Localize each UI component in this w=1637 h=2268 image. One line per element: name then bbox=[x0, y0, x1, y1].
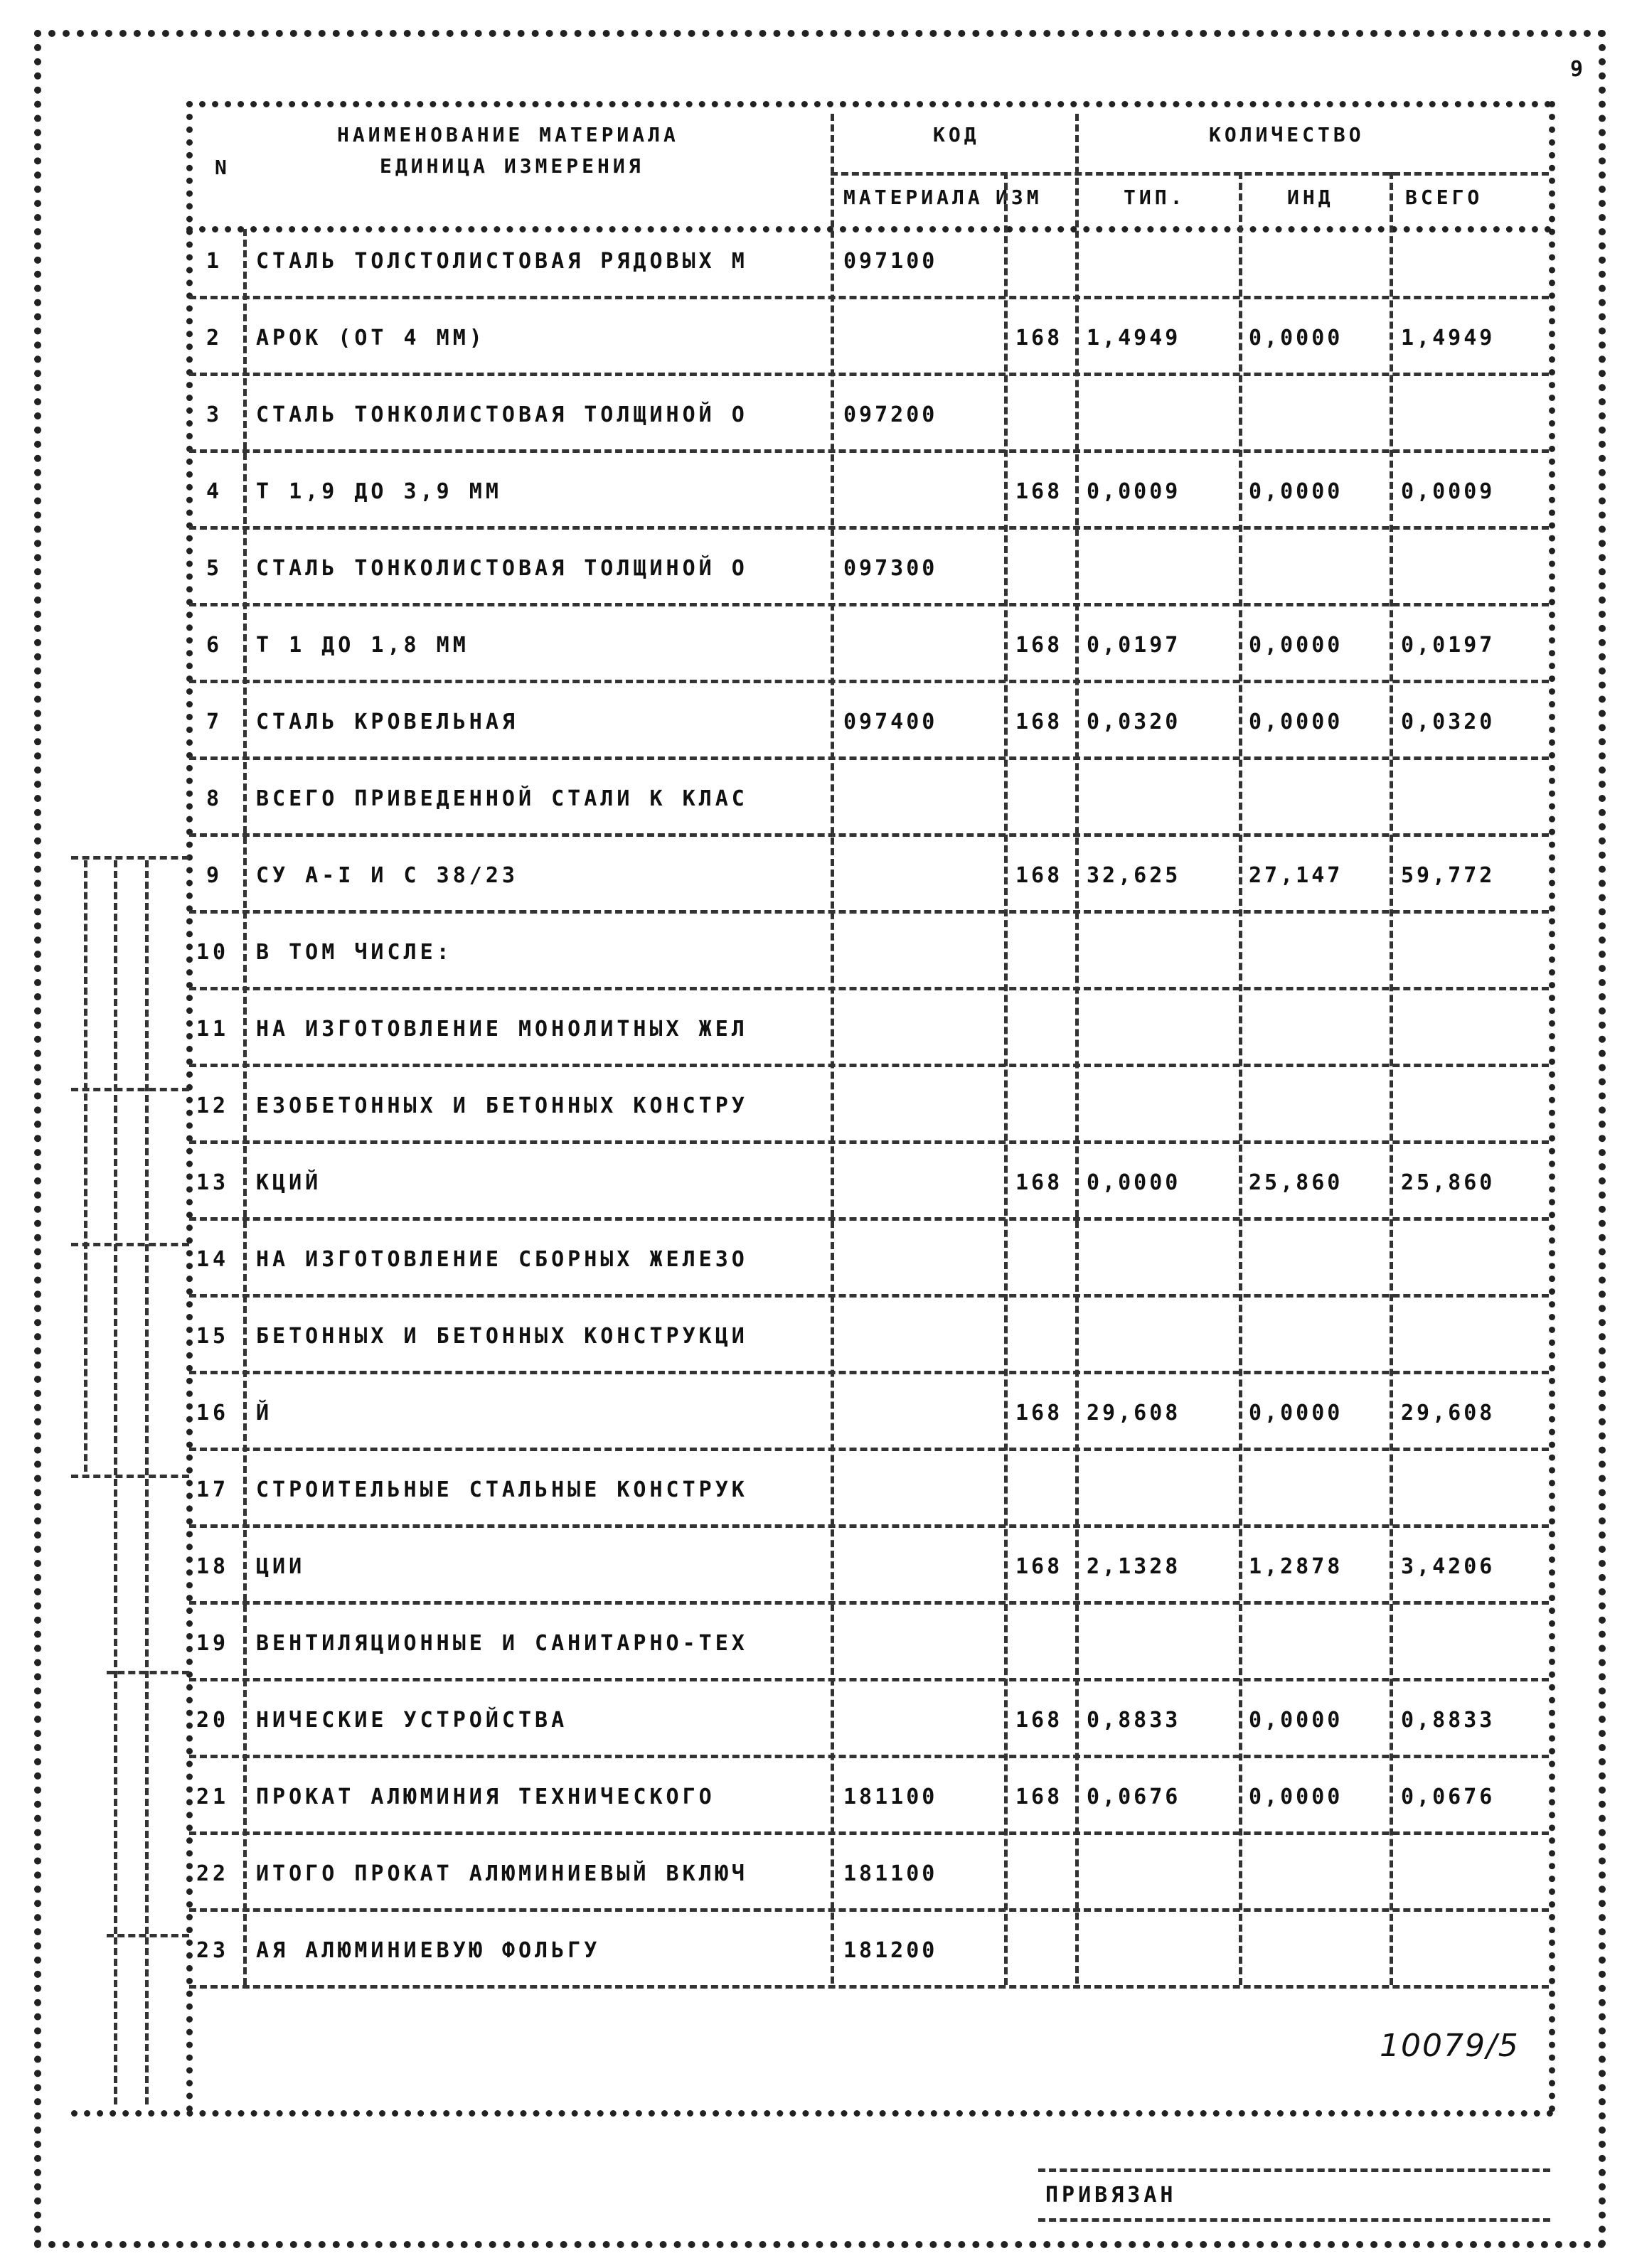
row-divider bbox=[189, 373, 1549, 376]
row-qty-ind: 0,0000 bbox=[1249, 710, 1343, 734]
row-qty-typ: 29,608 bbox=[1087, 1401, 1181, 1425]
row-name: СТАЛЬ КРОВЕЛЬНАЯ bbox=[256, 710, 518, 734]
row-material-code: 181200 bbox=[843, 1938, 938, 1963]
row-name: СТАЛЬ ТОЛСТОЛИСТОВАЯ РЯДОВЫХ М bbox=[256, 249, 748, 274]
row-name: БЕТОННЫХ И БЕТОННЫХ КОНСТРУКЦИ bbox=[256, 1324, 748, 1349]
row-number: 23 bbox=[196, 1938, 230, 1963]
row-number: 19 bbox=[196, 1631, 230, 1656]
row-number: 13 bbox=[196, 1170, 230, 1195]
row-qty-typ: 0,0197 bbox=[1087, 633, 1181, 658]
row-unit-code: 168 bbox=[1015, 633, 1063, 658]
stamp-line bbox=[1038, 2168, 1550, 2172]
row-number: 9 bbox=[206, 863, 223, 888]
row-divider bbox=[189, 603, 1549, 606]
row-material-code: 097100 bbox=[843, 249, 938, 274]
row-number: 3 bbox=[206, 402, 223, 427]
header-sub-divider bbox=[831, 172, 1549, 176]
header-col-qty: КОЛИЧЕСТВО bbox=[1209, 123, 1365, 146]
row-number: 10 bbox=[196, 940, 230, 965]
row-name: НА ИЗГОТОВЛЕНИЕ СБОРНЫХ ЖЕЛЕЗО bbox=[256, 1247, 748, 1272]
row-qty-total: 0,0009 bbox=[1401, 479, 1495, 504]
row-material-code: 097300 bbox=[843, 556, 938, 581]
header-col-name-2: ЕДИНИЦА ИЗМЕРЕНИЯ bbox=[380, 154, 644, 178]
row-qty-typ: 0,8833 bbox=[1087, 1708, 1181, 1733]
table-bottom-border bbox=[71, 2110, 1554, 2117]
row-name: СТРОИТЕЛЬНЫЕ СТАЛЬНЫЕ КОНСТРУК bbox=[256, 1477, 748, 1502]
row-qty-total: 1,4949 bbox=[1401, 326, 1495, 351]
row-name: ВЕНТИЛЯЦИОННЫЕ И САНИТАРНО-ТЕХ bbox=[256, 1631, 748, 1656]
header-qty-total: ВСЕГО bbox=[1405, 186, 1483, 209]
row-material-code: 181100 bbox=[843, 1861, 938, 1886]
row-name: ВСЕГО ПРИВЕДЕННОЙ СТАЛИ К КЛАС bbox=[256, 786, 748, 811]
row-qty-typ: 0,0000 bbox=[1087, 1170, 1181, 1195]
row-name: СУ А-I И С 38/23 bbox=[256, 863, 518, 888]
row-qty-ind: 0,0000 bbox=[1249, 1785, 1343, 1809]
row-qty-total: 0,8833 bbox=[1401, 1708, 1495, 1733]
row-number: 14 bbox=[196, 1247, 230, 1272]
header-code-material: МАТЕРИАЛА bbox=[843, 186, 983, 209]
row-qty-total: 59,772 bbox=[1401, 863, 1495, 888]
row-unit-code: 168 bbox=[1015, 710, 1063, 734]
row-divider bbox=[189, 1678, 1549, 1681]
row-divider bbox=[189, 1601, 1549, 1605]
row-number: 15 bbox=[196, 1324, 230, 1349]
row-name: КЦИЙ bbox=[256, 1170, 322, 1195]
row-qty-typ: 32,625 bbox=[1087, 863, 1181, 888]
row-material-code: 097400 bbox=[843, 710, 938, 734]
row-divider bbox=[189, 526, 1549, 530]
col-separator bbox=[243, 229, 247, 1985]
row-qty-ind: 0,0000 bbox=[1249, 1401, 1343, 1425]
row-qty-total: 0,0320 bbox=[1401, 710, 1495, 734]
row-divider bbox=[189, 1985, 1549, 1989]
row-qty-ind: 0,0000 bbox=[1249, 633, 1343, 658]
row-number: 2 bbox=[206, 326, 223, 351]
header-col-no: N bbox=[215, 156, 230, 179]
row-unit-code: 168 bbox=[1015, 1785, 1063, 1809]
row-name: Т 1,9 ДО 3,9 ММ bbox=[256, 479, 502, 504]
row-qty-typ: 2,1328 bbox=[1087, 1554, 1181, 1579]
row-qty-typ: 1,4949 bbox=[1087, 326, 1181, 351]
row-number: 16 bbox=[196, 1401, 230, 1425]
row-divider bbox=[189, 1064, 1549, 1067]
row-divider bbox=[189, 1140, 1549, 1144]
row-number: 21 bbox=[196, 1785, 230, 1809]
row-unit-code: 168 bbox=[1015, 1170, 1063, 1195]
row-number: 20 bbox=[196, 1708, 230, 1733]
row-name: Т 1 ДО 1,8 ММ bbox=[256, 633, 469, 658]
header-code-unit: ИЗМ bbox=[996, 186, 1043, 209]
row-qty-total: 25,860 bbox=[1401, 1170, 1495, 1195]
row-name: НА ИЗГОТОВЛЕНИЕ МОНОЛИТНЫХ ЖЕЛ bbox=[256, 1017, 748, 1042]
row-divider bbox=[189, 1217, 1549, 1221]
row-divider bbox=[189, 296, 1549, 299]
row-number: 12 bbox=[196, 1093, 230, 1118]
privyazan-label: ПРИВЯЗАН bbox=[1045, 2183, 1177, 2208]
row-divider bbox=[189, 910, 1549, 914]
row-unit-code: 168 bbox=[1015, 1708, 1063, 1733]
row-divider bbox=[189, 756, 1549, 760]
row-qty-ind: 0,0000 bbox=[1249, 1708, 1343, 1733]
row-divider bbox=[189, 833, 1549, 837]
table-top-border bbox=[186, 101, 1552, 107]
row-divider bbox=[189, 1294, 1549, 1298]
row-name: Й bbox=[256, 1401, 273, 1425]
row-divider bbox=[189, 1448, 1549, 1451]
col-separator bbox=[1075, 114, 1079, 1984]
row-divider bbox=[189, 1908, 1549, 1912]
col-separator bbox=[1390, 172, 1393, 1985]
stamp-line bbox=[1038, 2218, 1550, 2222]
header-col-name-1: НАИМЕНОВАНИЕ МАТЕРИАЛА bbox=[337, 123, 679, 146]
row-qty-typ: 0,0320 bbox=[1087, 710, 1181, 734]
row-name: ИТОГО ПРОКАТ АЛЮМИНИЕВЫЙ ВКЛЮЧ bbox=[256, 1861, 748, 1886]
row-qty-total: 3,4206 bbox=[1401, 1554, 1495, 1579]
row-name: СТАЛЬ ТОНКОЛИСТОВАЯ ТОЛЩИНОЙ О bbox=[256, 402, 748, 427]
row-name: ЕЗОБЕТОННЫХ И БЕТОННЫХ КОНСТРУ bbox=[256, 1093, 748, 1118]
row-name: ПРОКАТ АЛЮМИНИЯ ТЕХНИЧЕСКОГО bbox=[256, 1785, 715, 1809]
row-divider bbox=[189, 1524, 1549, 1528]
row-number: 6 bbox=[206, 633, 223, 658]
row-number: 4 bbox=[206, 479, 223, 504]
row-qty-total: 29,608 bbox=[1401, 1401, 1495, 1425]
row-unit-code: 168 bbox=[1015, 326, 1063, 351]
page-number: 9 bbox=[1570, 57, 1587, 82]
row-qty-typ: 0,0009 bbox=[1087, 479, 1181, 504]
row-material-code: 097200 bbox=[843, 402, 938, 427]
col-separator bbox=[1004, 172, 1008, 1985]
row-qty-total: 0,0197 bbox=[1401, 633, 1495, 658]
row-qty-ind: 0,0000 bbox=[1249, 326, 1343, 351]
row-divider bbox=[189, 1831, 1549, 1835]
row-name: В ТОМ ЧИСЛЕ: bbox=[256, 940, 453, 965]
row-number: 5 bbox=[206, 556, 223, 581]
row-qty-ind: 27,147 bbox=[1249, 863, 1343, 888]
row-name: АЯ АЛЮМИНИЕВУЮ ФОЛЬГУ bbox=[256, 1938, 601, 1963]
table-header-bottom bbox=[186, 226, 1552, 232]
row-number: 8 bbox=[206, 786, 223, 811]
handwritten-number: 10079/5 bbox=[1380, 2028, 1520, 2064]
row-material-code: 181100 bbox=[843, 1785, 938, 1809]
row-number: 11 bbox=[196, 1017, 230, 1042]
col-separator bbox=[1239, 172, 1242, 1985]
row-divider bbox=[189, 987, 1549, 990]
col-separator bbox=[831, 114, 834, 1984]
row-divider bbox=[189, 1755, 1549, 1758]
row-unit-code: 168 bbox=[1015, 863, 1063, 888]
row-name: НИЧЕСКИЕ УСТРОЙСТВА bbox=[256, 1708, 568, 1733]
row-divider bbox=[189, 449, 1549, 453]
row-unit-code: 168 bbox=[1015, 1554, 1063, 1579]
header-qty-typ: ТИП. bbox=[1124, 186, 1186, 209]
row-qty-typ: 0,0676 bbox=[1087, 1785, 1181, 1809]
row-qty-total: 0,0676 bbox=[1401, 1785, 1495, 1809]
row-name: АРОК (ОТ 4 ММ) bbox=[256, 326, 486, 351]
row-qty-ind: 1,2878 bbox=[1249, 1554, 1343, 1579]
row-number: 22 bbox=[196, 1861, 230, 1886]
row-name: СТАЛЬ ТОНКОЛИСТОВАЯ ТОЛЩИНОЙ О bbox=[256, 556, 748, 581]
row-number: 17 bbox=[196, 1477, 230, 1502]
row-name: ЦИИ bbox=[256, 1554, 306, 1579]
row-divider bbox=[189, 680, 1549, 683]
row-number: 18 bbox=[196, 1554, 230, 1579]
row-number: 7 bbox=[206, 710, 223, 734]
header-col-code: КОД bbox=[933, 123, 980, 146]
row-unit-code: 168 bbox=[1015, 1401, 1063, 1425]
header-qty-ind: ИНД bbox=[1287, 186, 1334, 209]
row-unit-code: 168 bbox=[1015, 479, 1063, 504]
row-qty-ind: 25,860 bbox=[1249, 1170, 1343, 1195]
row-divider bbox=[189, 1371, 1549, 1374]
row-number: 1 bbox=[206, 249, 223, 274]
row-qty-ind: 0,0000 bbox=[1249, 479, 1343, 504]
